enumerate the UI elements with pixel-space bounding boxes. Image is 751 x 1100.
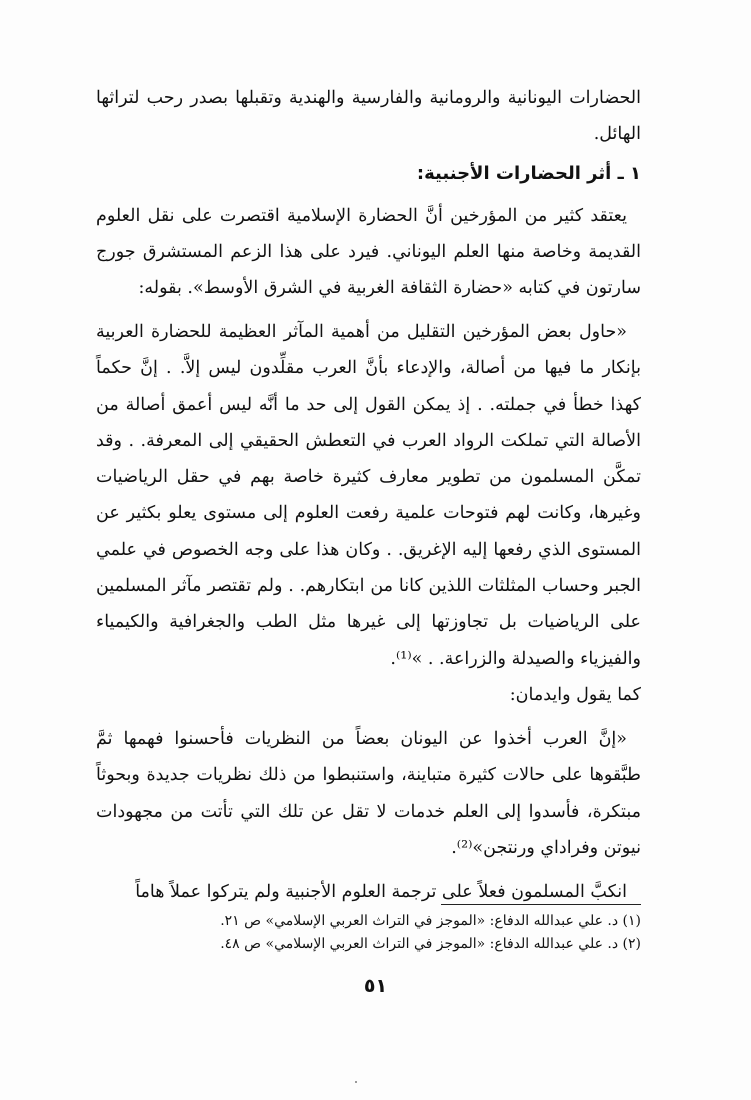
footnote-divider [441, 904, 641, 905]
section-heading: ١ ـ أثر الحضارات الأجنبية: [416, 163, 641, 184]
sarton-quote: «حاول بعض المؤرخين التقليل من أهمية المآثر العظيمة للحضارة العربية بإنكار ما فيها من أصالة، والإدعاء بأنَّ العرب مقلِّدون ليس إلاَّ. . إنَّ حكماً كهذا خطأ في جملته. . إذ يمكن القول إلى حد ما أنَّه ليس أعمق أصالة من الأصالة التي تملكت الرواد العرب في التعطش الحقيقي إلى المعرفة. . وقد تمكَّن المسلمون من تطوير معارف كثيرة خاصة بهم في حقل الرياضيات وغيرها، وكانت لهم فتوحات علمية رفعت العلوم إلى مستوى يعلو بكثير عن المستوى الذي رفعها إليه الإغريق. . وكان هذا على وجه الخصوص في علمي الجبر وحساب المثلثات اللذين كانا من ابتكارهم. . ولم تقتصر مآثر المسلمين على الرياضيات بل تجاوزتها إلى غيرها مثل الطب والجغرافية والكيمياء والفيزياء والصيدلة والزراعة. . »⁽¹⁾. [96, 322, 641, 669]
spacer [96, 866, 641, 874]
intro-paragraph: الحضارات اليونانية والرومانية والفارسية والهندية وتقبلها بصدر رحب لتراثها الهائل. [96, 88, 641, 144]
spacer [96, 306, 641, 314]
footnotes [96, 910, 641, 956]
spacer [96, 713, 641, 721]
page-number: ٥١ [363, 975, 388, 997]
wiedemann-quote: «إنَّ العرب أخذوا عن اليونان بعضاً من النظريات فأحسنوا فهمها ثمَّ طبَّقوها على حالات كثيرة متباينة، واستنبطوا من ذلك نظريات جديدة وبحوثاً مبتكرة، فأسدوا إلى العلم خدمات لا تقل عن تلك التي تأتت من مجهودات نيوتن وفراداي ورنتجن»⁽²⁾. [96, 728, 641, 858]
closing-paragraph: انكبَّ المسلمون فعلاً على ترجمة العلوم الأجنبية ولم يتركوا عملاً هاماً [135, 882, 627, 903]
scan-speck [355, 1081, 357, 1083]
wiedemann-intro: كما يقول وايدمان: [509, 684, 641, 705]
main-text [96, 80, 641, 910]
footnote-2: (٢) د. علي عبدالله الدفاع: «الموجز في التراث العربي الإسلامي» ص ٤٨. [220, 936, 641, 952]
footnote-1: (١) د. علي عبدالله الدفاع: «الموجز في التراث العربي الإسلامي» ص ٢١. [220, 913, 641, 929]
claim-paragraph: يعتقد كثير من المؤرخين أنَّ الحضارة الإسلامية اقتصرت على نقل العلوم القديمة وخاصة منها العلم اليوناني. فيرد على هذا الزعم المستشرق جورج سارتون في كتابه «حضارة الثقافة الغربية في الشرق الأوسط». بقوله: [96, 206, 641, 298]
